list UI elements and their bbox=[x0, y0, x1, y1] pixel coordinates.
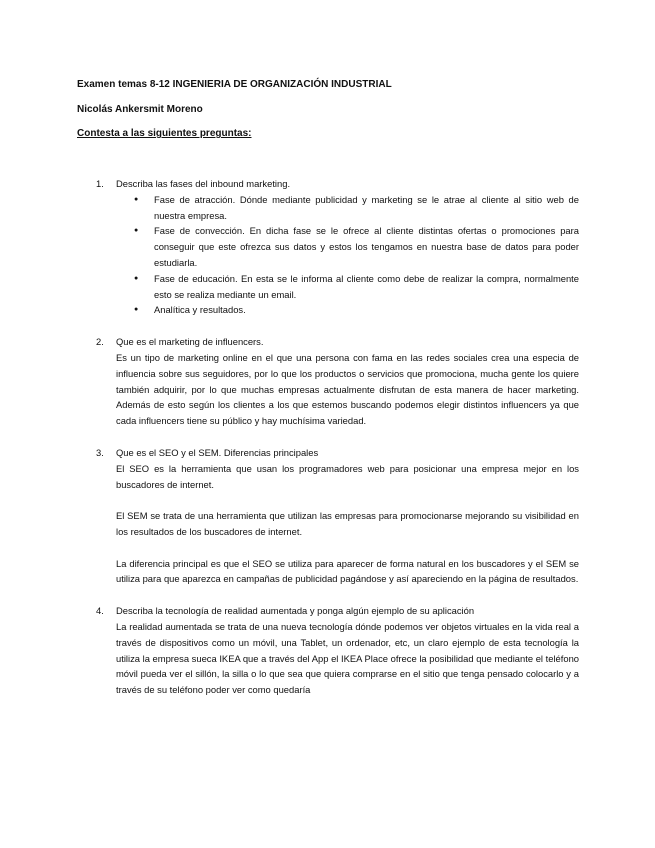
question-number: 4. bbox=[96, 605, 104, 617]
bullet-item: ● Fase de convección. En dicha fase se le ofrece al cliente distintas ofertas o promociones para conseguir que este ofrezca sus datos y estos los tengamos en nuestra base de datos para poder estudiarla. bbox=[154, 223, 579, 270]
answer-paragraph: La realidad aumentada se trata de una nueva tecnología dónde podemos ver objetos virtuales en la vida real a través de dispositivos como un móvil, una Tablet, un ordenador, etc, un claro ejemplo de esta tecnología la utiliza la empresa sueca IKEA que a través del App el IKEA Place ofrece la posibilidad que mediante el teléfono móvil pueda ver el sillón, la silla o lo que sea que quiera comprarse en el sitio que tenga pensado colocarlo y a través de su teléfono poder ver como quedaría bbox=[116, 620, 579, 696]
question-3 bbox=[77, 445, 579, 587]
question-title: Que es el marketing de influencers. bbox=[116, 336, 264, 348]
bullet-item: ● Fase de atracción. Dónde mediante publicidad y marketing se le atrae al cliente al sitio web de nuestra empresa. bbox=[154, 192, 579, 224]
bullet-item: ● Analítica y resultados. bbox=[154, 302, 579, 318]
question-list bbox=[77, 176, 579, 698]
question-1 bbox=[77, 176, 579, 318]
question-2 bbox=[77, 334, 579, 429]
question-number: 2. bbox=[96, 336, 104, 348]
question-title: Que es el SEO y el SEM. Diferencias principales bbox=[116, 446, 319, 458]
bullet-item: ● Fase de educación. En esta se le informa al cliente como debe de realizar la compra, normalmente esto se realiza mediante un email. bbox=[154, 271, 579, 303]
answer-bullets bbox=[116, 192, 579, 318]
answer-paragraph: Es un tipo de marketing online en el que una persona con fama en las redes sociales crea una especia de influencia sobre sus seguidores, por lo que los productos o servicios que promociona, mucha gente los quiere también adquirir, por lo que muchas empresas actualmente disfrutan de esta manera de hacer marketing. Además de esto según los clientes a los que estemos buscando podemos elegir distintos influencers ya que cada influencers tiene su público y hay muchísima variedad. bbox=[116, 351, 579, 427]
answer-paragraph: El SEO es la herramienta que usan los programadores web para posicionar una empresa mejor en los buscadores de internet. bbox=[116, 462, 579, 490]
question-number: 1. bbox=[96, 178, 104, 189]
answer-paragraph: La diferencia principal es que el SEO se utiliza para aparecer de forma natural en los buscadores y el SEM se utiliza para que aparezca en campañas de publicidad pagándose y así apareciendo en la página de resultados. bbox=[116, 557, 579, 585]
answer-paragraph: El SEM se trata de una herramienta que utilizan las empresas para promocionarse mejorando su visibilidad en los resultados de los buscadores de internet. bbox=[116, 510, 579, 537]
author-name: Nicolás Ankersmit Moreno bbox=[77, 104, 203, 115]
exam-title: Examen temas 8-12 INGENIERIA DE ORGANIZACIÓN INDUSTRIAL bbox=[77, 79, 392, 90]
question-title: Describa las fases del inbound marketing. bbox=[116, 178, 291, 189]
instructions: Contesta a las siguientes preguntas: bbox=[77, 128, 252, 139]
question-number: 3. bbox=[96, 446, 104, 458]
question-title: Describa la tecnología de realidad aumentada y ponga algún ejemplo de su aplicación bbox=[116, 605, 475, 617]
question-4 bbox=[77, 603, 579, 698]
